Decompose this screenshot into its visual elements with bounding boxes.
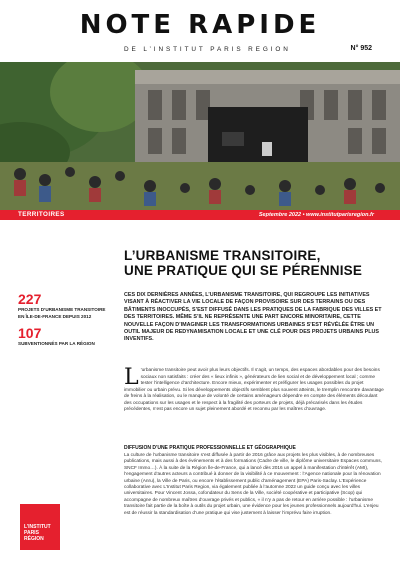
- issue-number: N° 952: [350, 45, 372, 52]
- publication-title: NOTE RAPIDE: [79, 10, 321, 40]
- stat-value: 107: [18, 325, 42, 341]
- stat-label: SUBVENTIONNÉS PAR LA RÉGION: [18, 341, 95, 346]
- category-label: TERRITOIRES: [18, 211, 65, 218]
- date-and-website: Septembre 2022 • www.institutparisregion.fr: [258, 211, 374, 218]
- stat-label: EN ÎLE-DE-FRANCE DEPUIS 2012: [18, 314, 92, 319]
- cover-photo: [0, 62, 400, 210]
- institut-logo: [20, 504, 60, 550]
- stat-subsidized: [18, 326, 118, 347]
- stat-value: 227: [18, 291, 42, 307]
- section-heading: DIFFUSION D’UNE PRATIQUE PROFESSIONNELLE ET GÉOGRAPHIQUE: [124, 445, 296, 451]
- dropcap: L: [124, 365, 139, 390]
- publication-subtitle: DE L’INSTITUT PARIS REGION: [124, 46, 291, 53]
- stat-projects: [18, 292, 118, 320]
- body-text: ’urbanisme transitoire peut avoir plus leurs objectifs. Il s’agit, un temps, des espaces abordables pour des besoins sociaux non satisfaits : créer des « lieux infinis », générateurs de lien social et de développement local ; comme tester l’intelligence d’architecture. Encore mieux, expérimenter et préfigurer les usages possibles du projet immobilier ou urbain prévu. Si les développements objectifs semblent plus souvent atteints, le tremplin rencontre davantage de freins à la réalisation, ou le manque de volonté de certains aménageurs dépendre en compte des éléments découlant des occupations sur les usages et le respect à la fragilité des porteurs de projets, déjà précarisés dans les études précédentes, n’est pas encore un sujet pleinement abordé et reconnu par les maîtres d’ouvrage.: [124, 368, 384, 412]
- body-paragraph: [124, 365, 386, 414]
- article-headline: [124, 248, 384, 278]
- logo-line-2: PARIS: [24, 530, 39, 536]
- logo-line-3: RÉGION: [24, 536, 44, 542]
- cover-photo-illustration: [0, 62, 400, 210]
- logo-line-1: L’INSTITUT: [24, 524, 51, 530]
- stat-label: PROJETS D’URBANISME TRANSITOIRE: [18, 307, 106, 312]
- section-paragraph: La culture de l’urbanisme transitoire s’est diffusée à partir de 2016 grâce aux projets les plus visibles, à de nombreuses publications, mais aussi à des événements et à des formations (Cadre de ville, le diplôme universitaire Espaces communs, SNCF Immo…). À la suite de la Région Île-de-France, qui a lancé dès 2016 un appel à manifestation d’intérêt (AMI), l’engagement d’autres acteurs a contribué à donner de la visibilité à ce mouvement : l’Agence nationale pour la rénovation urbaine (Anru), la Ville de Paris, ou encore l’établissement public d’aménagement (EPA) Paris-Saclay. L’Expérience collaborative avec L’Institut Paris Region, via également publiée à l’automne 2022 un guide conçu avec les villes universitaires. Pour Vincent Jossa, cofondateur du Sens de la Ville, société coopérative et participative (Scop) qui accompagne de nombreux maîtres d’ouvrage privés et publics, « il n’y a pas de retour en arrière possible : l’urbanisme transitoire fait partie de la boîte à outils du projet urbain, une évidence pour les jeunes professionnels aujourd’hui. L’enjeu est de réussir la standardisation d’une pratique qui vise justement à laisser l’imprévu faire irruption.: [124, 453, 382, 516]
- article-lead: CES DIX DERNIÈRES ANNÉES, L’URBANISME TRANSITOIRE, QUI REGROUPE LES INITIATIVES VISANT À RÉACTIVER LA VIE LOCALE DE FAÇON PROVISOIRE SUR DES TERRAINS OU DES BÂTIMENTS INOCCUPÉS, S’EST DIFFUSÉ DANS LES PRATIQUES DE LA FABRIQUE DES VILLES ET DES TERRITOIRES. MÊME S’IL NE REPRÉSENTE UNE PART ENCORE MINORITAIRE, CETTE NOUVELLE FAÇON D’IMAGINER LES TRANSFORMATIONS URBAINES S’EST RÉVÉLÉE ÊTRE UN OUTIL MAJEUR DE REDYNAMISATION LOCALE ET UNE CLÉ POUR DES PROJETS URBAINS PLUS INVENTIFS.: [124, 292, 382, 343]
- masthead: [0, 0, 400, 62]
- headline-line-2: UNE PRATIQUE QUI SE PÉRENNISE: [124, 263, 363, 278]
- headline-line-1: L’URBANISME TRANSITOIRE,: [124, 248, 321, 263]
- rubric-bar: [0, 210, 400, 220]
